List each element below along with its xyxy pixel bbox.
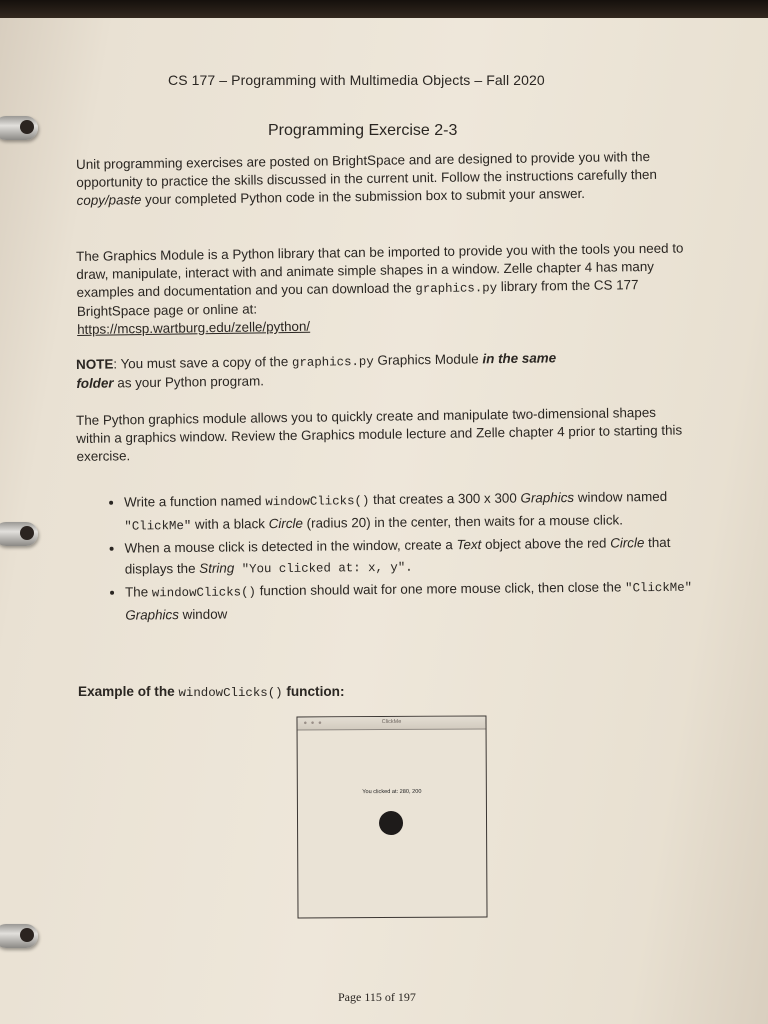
note-text-c: as your Python program. <box>113 373 265 391</box>
window-title: ClickMe <box>381 718 402 726</box>
window-controls-icon: ● ● ● <box>303 720 323 727</box>
list-item: • The windowClicks() function should wait for one more mouse click, then close the "ClickMe" Graphics window <box>125 575 715 625</box>
note-text: : You must save a copy of the <box>113 353 293 372</box>
click-text: You clicked at: 280, 200 <box>362 788 422 796</box>
note-text-b: Graphics Module <box>373 351 483 368</box>
binder-ring-icon <box>0 116 38 140</box>
note-label: NOTE <box>76 356 114 372</box>
zelle-link[interactable]: https://mcsp.wartburg.edu/zelle/python/ <box>77 318 311 337</box>
binder-ring-icon <box>0 522 38 546</box>
graphics-text-b: library from the CS 177 BrightSpace page or online at: <box>76 277 639 319</box>
document-page <box>0 18 768 1024</box>
binder-ring-icon <box>0 924 38 948</box>
instructions-list <box>90 485 715 626</box>
module-description-paragraph <box>76 403 687 466</box>
black-circle-icon <box>379 811 403 835</box>
note-code: graphics.py <box>291 354 374 370</box>
course-header: CS 177 – Programming with Multimedia Objects – Fall 2020 <box>168 72 545 88</box>
graphics-text: The Graphics Module is a Python library that can be imported to provide you with the tools you need to draw, manipulate, interact with and animate simple shapes in a window. Zelle chapter 4 has many examples and documentation and you can download the <box>76 240 684 300</box>
example-heading: Example of the windowClicks() function: <box>78 684 345 700</box>
page-title: Programming Exercise 2-3 <box>268 122 458 139</box>
page-number: Page 115 of 197 <box>338 990 416 1004</box>
list-item: • Write a function named windowClicks() that creates a 300 x 300 Graphics window named "ClickMe" with a black Circle (radius 20) in the center, then waits for a mouse click. <box>124 485 714 537</box>
intro-paragraph <box>76 147 687 210</box>
intro-text-end: your completed Python code in the submission box to submit your answer. <box>141 185 586 208</box>
intro-italic: copy/paste <box>76 192 142 208</box>
window-titlebar <box>297 717 485 731</box>
graphics-module-paragraph <box>76 239 687 339</box>
module-description-text: The Python graphics module allows you to quickly create and manipulate two-dimensional shapes within a graphics window. Review the Graphics module lecture and Zelle chapter 4 prior to starting this exercise. <box>76 404 683 464</box>
graphics-code: graphics.py <box>415 281 498 297</box>
list-item: • When a mouse click is detected in the window, create a Text object above the red Circle that displays the String "You clicked at: x, y". <box>124 531 714 581</box>
example-clickme-window <box>296 716 487 919</box>
note-emphasis: in the same <box>482 350 557 367</box>
note-paragraph <box>76 347 686 393</box>
intro-text: Unit programming exercises are posted on BrightSpace and are designed to provide you with the opportunity to practice the skills discussed in the current unit. Follow the instructions carefully then <box>76 148 657 190</box>
note-emphasis-folder: folder <box>76 375 114 391</box>
